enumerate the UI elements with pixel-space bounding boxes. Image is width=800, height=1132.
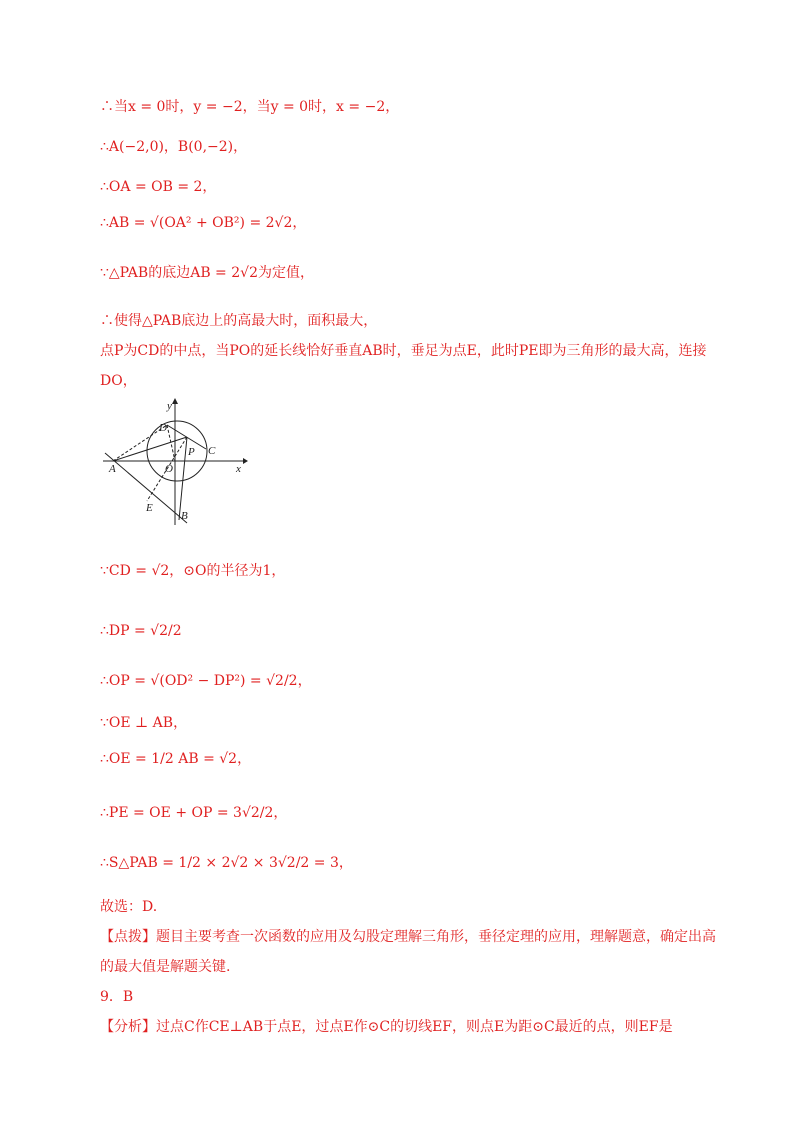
- step-line: ∴当x = 0时，y = −2，当y = 0时，x = −2，: [100, 99, 400, 115]
- geometry-figure: [95, 395, 255, 530]
- step-line: ∴S△PAB = 1/2 × 2√2 × 3√2/2 = 3，: [100, 855, 353, 871]
- hint-tag: 【点拨】: [100, 929, 156, 945]
- label-c: C: [208, 445, 216, 457]
- step-line: ∴OP = √(OD² − DP²) = √2/2，: [100, 673, 312, 689]
- x-axis-arrow-icon: [243, 458, 248, 464]
- hint-text: 题目主要考查一次函数的应用及勾股定理解三角形，垂径定理的应用，理解题意，确定出高的最大值是解题关键.: [100, 929, 716, 975]
- label-x: x: [236, 463, 241, 475]
- analysis-tag: 【分析】: [100, 1019, 156, 1035]
- label-e: E: [146, 502, 153, 514]
- step-line: ∴DP = √2/2: [100, 623, 182, 639]
- step-line: ∵△PAB的底边AB = 2√2为定值，: [100, 265, 314, 281]
- step-line: ∴OE = 1/2 AB = √2，: [100, 751, 252, 767]
- label-p: P: [188, 446, 195, 458]
- answer-line: 故选：D.: [100, 899, 158, 915]
- step-line: ∴使得△PAB底边上的高最大时，面积最大，: [100, 313, 378, 329]
- step-line: ∴OA = OB = 2，: [100, 179, 217, 195]
- analysis-text: 过点C作CE⊥AB于点E，过点E作⊙C的切线EF，则点E为距⊙C最近的点，则EF是: [156, 1019, 673, 1035]
- step-line: ∵CD = √2，⊙O的半径为1，: [100, 563, 286, 579]
- hint-paragraph: [100, 922, 720, 982]
- question-9-number: 9．B: [100, 989, 134, 1005]
- step-line: ∴PE = OE + OP = 3√2/2，: [100, 805, 288, 821]
- segment-pb: [179, 437, 187, 520]
- label-b: B: [181, 510, 188, 522]
- label-a: A: [109, 463, 116, 475]
- step-line: ∴AB = √(OA² + OB²) = 2√2，: [100, 215, 307, 231]
- segment-pa: [113, 437, 187, 461]
- step-line: DO，: [100, 373, 137, 389]
- step-line: ∵OE ⊥ AB，: [100, 715, 188, 731]
- label-d: D: [159, 422, 167, 434]
- y-axis-arrow-icon: [172, 398, 178, 404]
- circle-o: [147, 421, 207, 481]
- label-o: O: [165, 463, 173, 475]
- label-y: y: [167, 400, 172, 412]
- analysis-paragraph: [100, 1012, 720, 1042]
- step-line: 点P为CD的中点，当PO的延长线恰好垂直AB时，垂足为点E，此时PE即为三角形的最大高，连接: [100, 343, 707, 359]
- step-line: ∴A(−2,0)，B(0,−2)，: [100, 139, 248, 155]
